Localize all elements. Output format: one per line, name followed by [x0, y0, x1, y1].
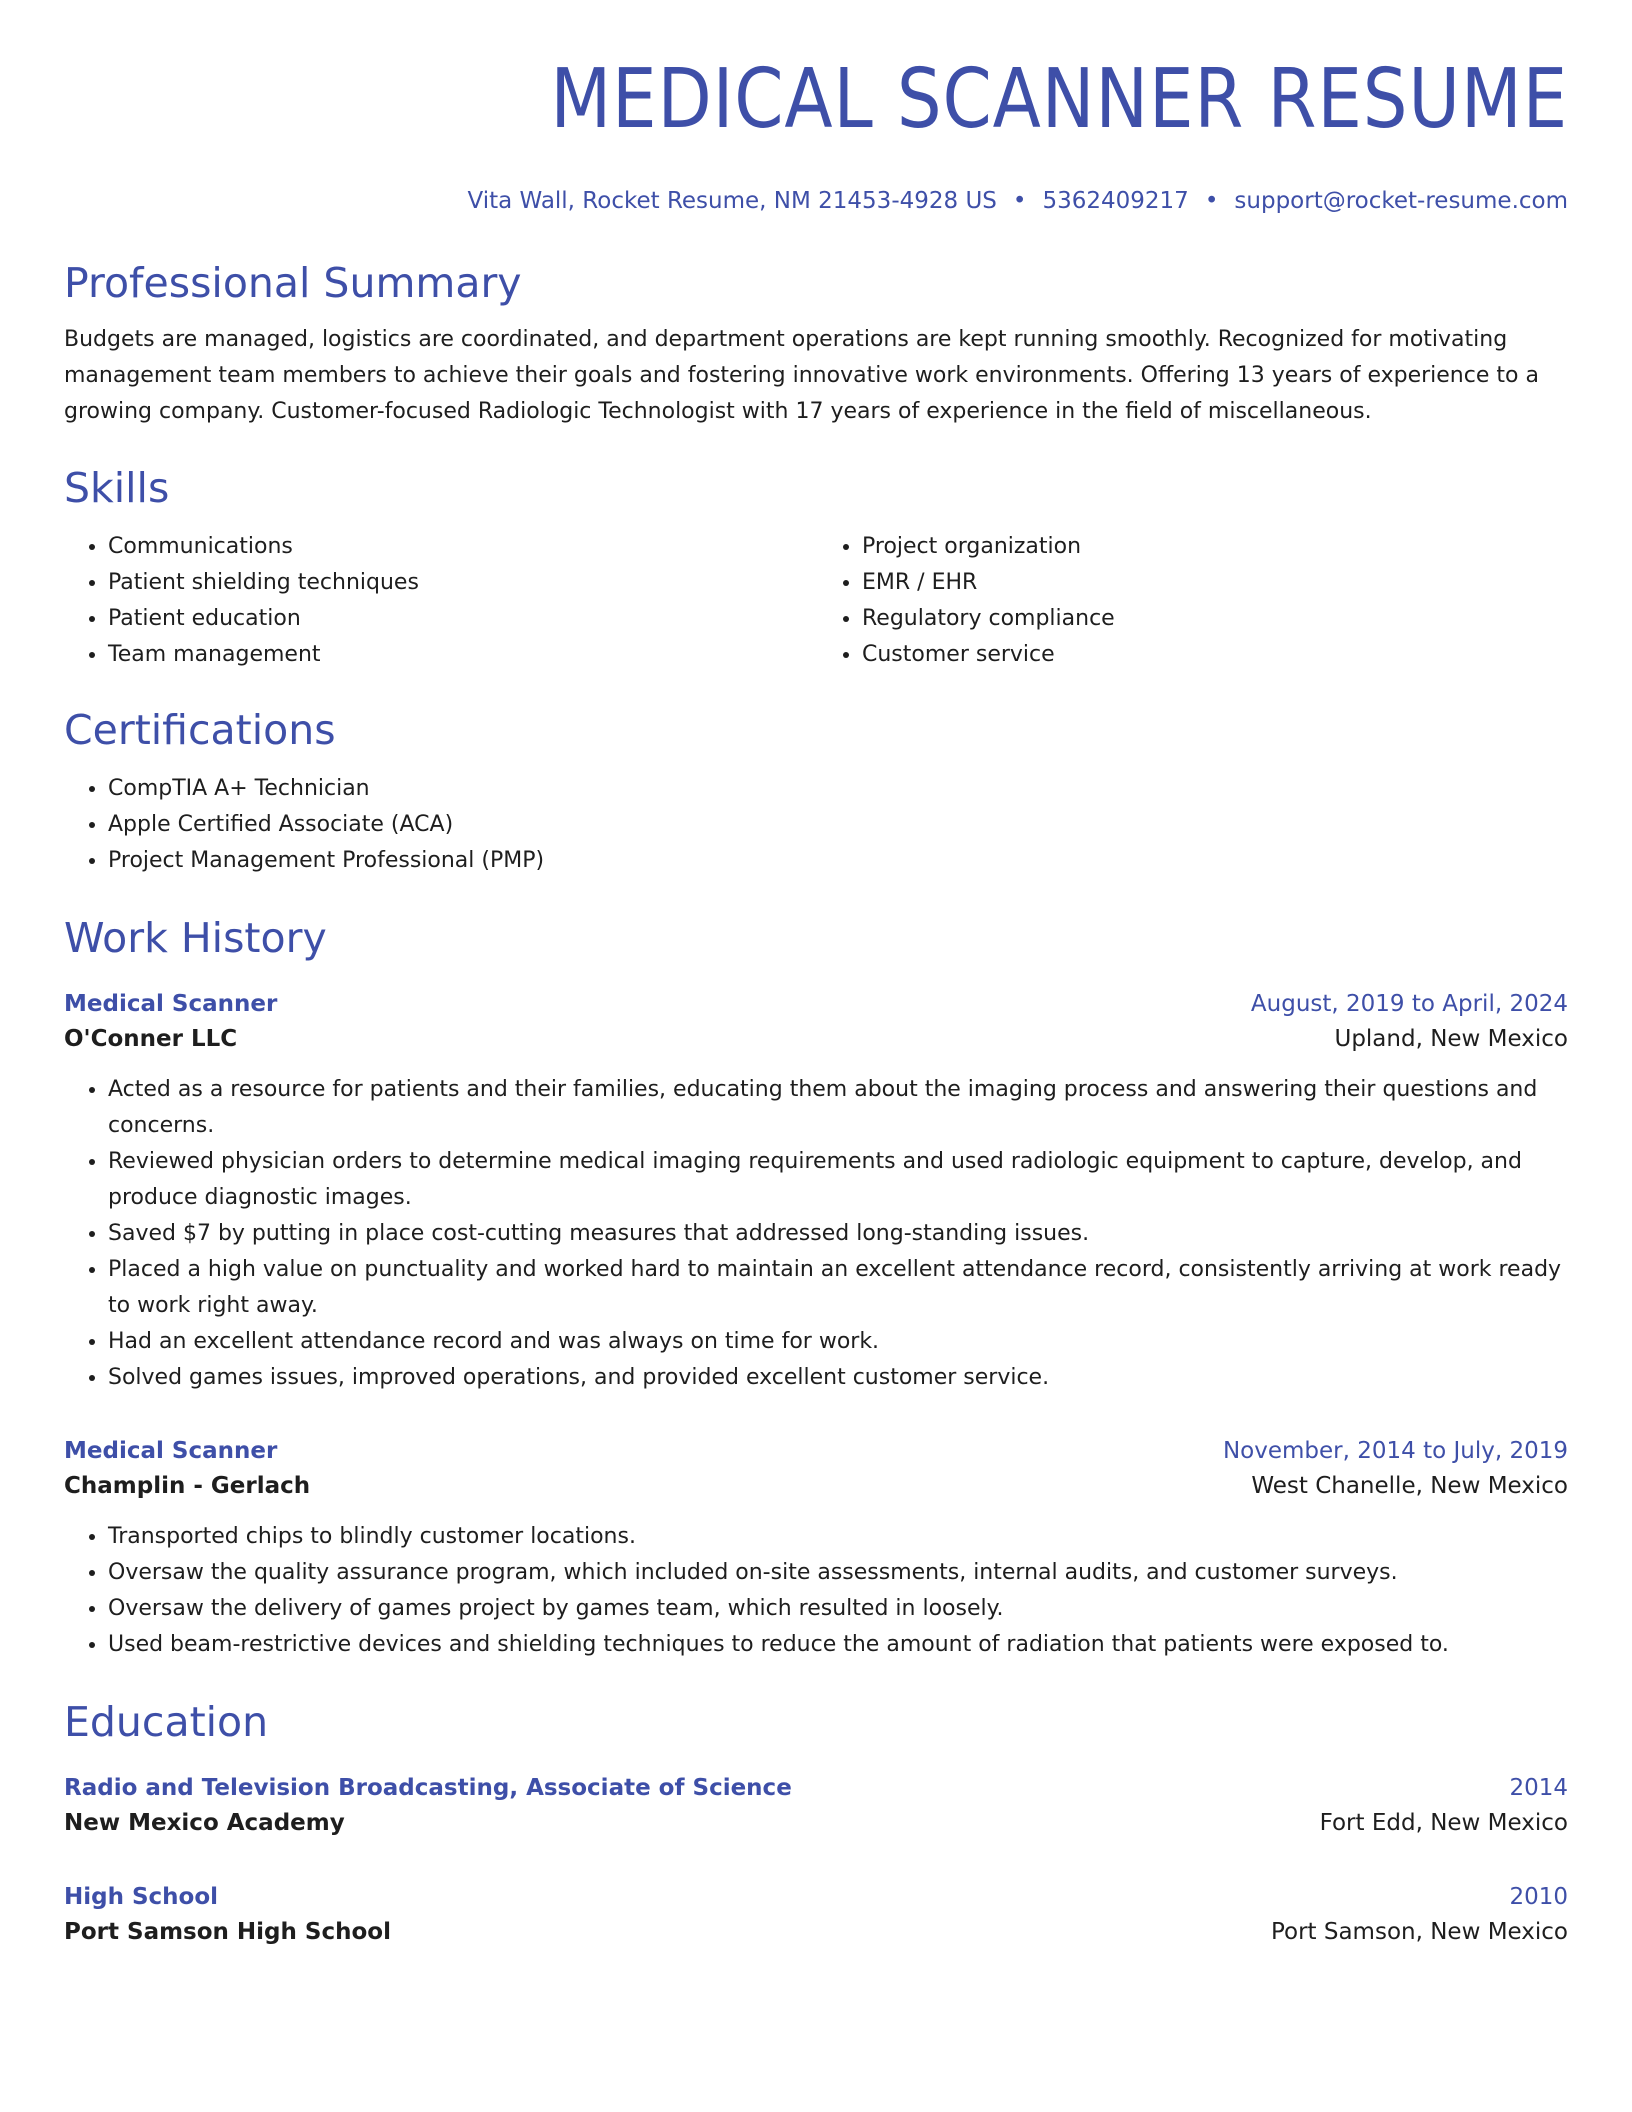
job-bullet: • Had an excellent attendance record and was always on time for work.	[108, 1324, 1568, 1360]
education-entry	[64, 1772, 1568, 1842]
job-company: Champlin - Gerlach	[64, 1473, 311, 1499]
skill-item: • Patient shielding techniques	[108, 565, 814, 601]
certifications-heading: Certifications	[64, 706, 336, 754]
work-heading: Work History	[64, 914, 327, 962]
job-bullets	[64, 1072, 1568, 1396]
skill-item: • Patient education	[108, 601, 814, 637]
skills-heading: Skills	[64, 464, 170, 512]
education-year: 2014	[1509, 1775, 1568, 1801]
education-section	[64, 1697, 1568, 1747]
job-bullets	[64, 1519, 1568, 1663]
skill-item: • Customer service	[862, 637, 1568, 673]
certification-item: • Apple Certified Associate (ACA)	[108, 807, 1568, 843]
education-degree: High School	[64, 1884, 219, 1910]
certifications-section	[64, 705, 1568, 879]
skill-item: • EMR / EHR	[862, 565, 1568, 601]
job-dates: August, 2019 to April, 2024	[1250, 991, 1568, 1017]
education-school: New Mexico Academy	[64, 1810, 345, 1836]
education-location: Fort Edd, New Mexico	[1319, 1810, 1568, 1836]
summary-text: Budgets are managed, logistics are coordinated, and department operations are kept running smoothly. Recognized for motivating management team members to achieve their goals and fostering innovative work environments. Offering 13 years of experience to a growing company. Customer-focused Radiologic Technologist with 17 years of experience in the field of miscellaneous.	[64, 327, 1539, 424]
skills-list-left	[64, 529, 814, 673]
job-location: West Chanelle, New Mexico	[1251, 1473, 1568, 1499]
contact-email[interactable]: support@rocket-resume.com	[1234, 188, 1568, 214]
job-bullet: • Solved games issues, improved operations, and provided excellent customer service.	[108, 1360, 1568, 1396]
skills-section	[64, 463, 1568, 673]
certification-item: • Project Management Professional (PMP)	[108, 843, 1568, 879]
resume-title: MEDICAL SCANNER RESUME	[550, 52, 1568, 147]
education-subheader	[64, 1804, 1568, 1842]
job-subheader	[64, 1020, 1568, 1058]
contact-phone: 5362409217	[1042, 188, 1189, 214]
certification-item: • CompTIA A+ Technician	[108, 771, 1568, 807]
contact-line	[64, 186, 1568, 216]
summary-heading: Professional Summary	[64, 259, 522, 307]
job-entry	[64, 988, 1568, 1396]
job-bullet: • Used beam-restrictive devices and shielding techniques to reduce the amount of radiation that patients were exposed to.	[108, 1627, 1568, 1663]
skill-item: • Project organization	[862, 529, 1568, 565]
education-degree: Radio and Television Broadcasting, Associate of Science	[64, 1775, 792, 1801]
job-bullet: • Transported chips to blindly customer locations.	[108, 1519, 1568, 1555]
skills-grid	[64, 529, 1568, 673]
skill-item: • Team management	[108, 637, 814, 673]
education-header	[64, 1881, 1568, 1913]
work-section	[64, 913, 1568, 963]
job-bullet: • Reviewed physician orders to determine medical imaging requirements and used radiologic equipment to capture, develop, and produce diagnostic images.	[108, 1144, 1568, 1216]
education-entry	[64, 1881, 1568, 1951]
job-company: O'Conner LLC	[64, 1026, 238, 1052]
education-location: Port Samson, New Mexico	[1270, 1919, 1568, 1945]
certifications-list	[64, 771, 1568, 879]
job-header	[64, 988, 1568, 1020]
summary-section	[64, 258, 1568, 430]
contact-address: Vita Wall, Rocket Resume, NM 21453-4928 US	[467, 188, 997, 214]
education-school: Port Samson High School	[64, 1919, 391, 1945]
skills-list-right	[814, 529, 1568, 673]
job-bullet: • Oversaw the delivery of games project by games team, which resulted in loosely.	[108, 1591, 1568, 1627]
job-subheader	[64, 1467, 1568, 1505]
job-bullet: • Acted as a resource for patients and their families, educating them about the imaging process and answering their questions and concerns.	[108, 1072, 1568, 1144]
job-header	[64, 1435, 1568, 1467]
job-location: Upland, New Mexico	[1334, 1026, 1568, 1052]
contact-separator: •	[1204, 188, 1219, 214]
job-role: Medical Scanner	[64, 1438, 278, 1464]
job-dates: November, 2014 to July, 2019	[1222, 1438, 1568, 1464]
skill-item: • Communications	[108, 529, 814, 565]
job-bullet: • Saved $7 by putting in place cost-cutting measures that addressed long-standing issues.	[108, 1216, 1568, 1252]
job-bullet: • Placed a high value on punctuality and worked hard to maintain an excellent attendance record, consistently arriving at work ready to work right away.	[108, 1252, 1568, 1324]
education-subheader	[64, 1913, 1568, 1951]
job-entry	[64, 1435, 1568, 1663]
job-bullet: • Oversaw the quality assurance program, which included on-site assessments, internal audits, and customer surveys.	[108, 1555, 1568, 1591]
job-role: Medical Scanner	[64, 991, 278, 1017]
education-heading: Education	[64, 1698, 269, 1746]
education-header	[64, 1772, 1568, 1804]
contact-separator: •	[1012, 188, 1027, 214]
education-year: 2010	[1509, 1884, 1568, 1910]
skill-item: • Regulatory compliance	[862, 601, 1568, 637]
